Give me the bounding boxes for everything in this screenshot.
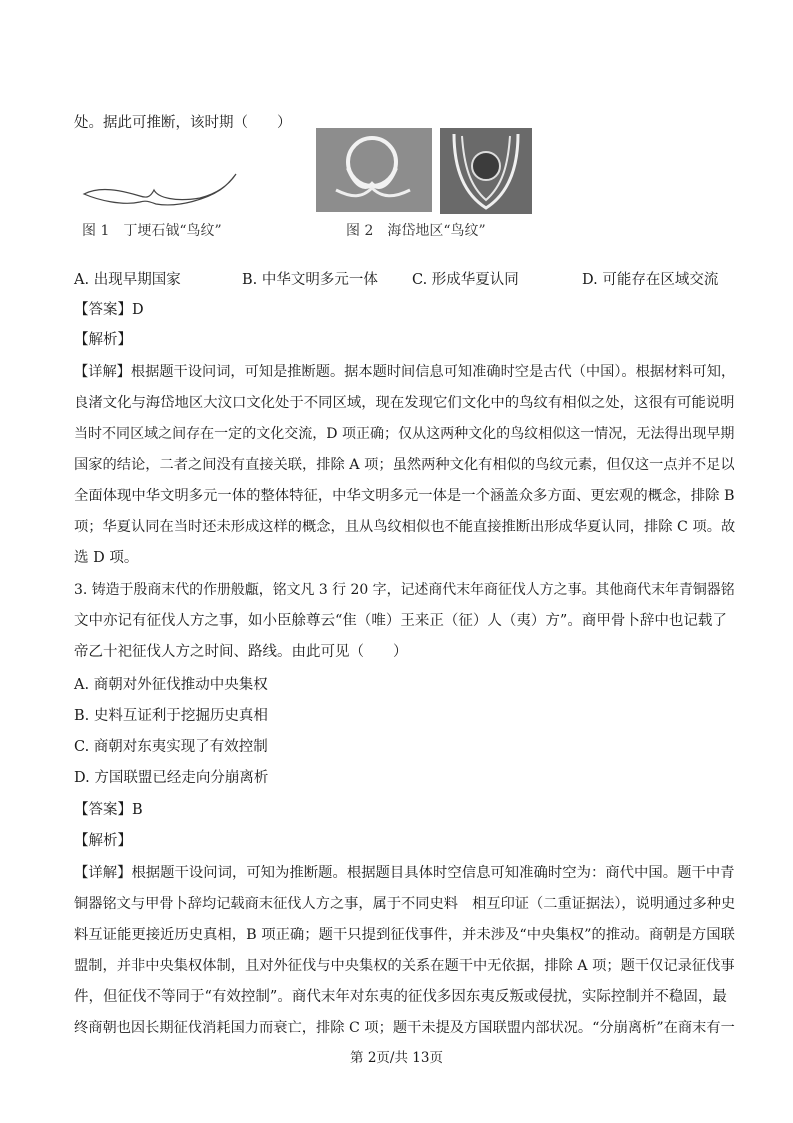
q3-detail-line: 料互证能更接近历史真相，B 项正确；题干只提到征伐事件，并未涉及“中央集权”的推动。商朝是方国联 <box>74 927 735 943</box>
figure-2-rubbing-left <box>316 128 432 212</box>
q2-detail-line: 当时不同区域之间存在一定的文化交流，D 项正确；仅从这两种文化的鸟纹相似这一情况，无法得出现早期 <box>74 426 735 442</box>
q2-option-c: C. 形成华夏认同 <box>412 272 519 288</box>
q3-detail-line: 件，但征伐不等同于“有效控制”。商代末年对东夷的征伐多因东夷反叛或侵扰，实际控制并不稳固，最 <box>74 989 727 1005</box>
q3-detail-line: 终商朝也因长期征伐消耗国力而衰亡，排除 C 项；题干未提及方国联盟内部状况。“分崩离析”在商末有一 <box>74 1020 735 1036</box>
q3-detail-line: 铜器铭文与甲骨卜辞均记载商末征伐人方之事，属于不同史料 相互印证（二重证据法），说明通过多种史 <box>74 896 736 912</box>
q2-option-a: A. 出现早期国家 <box>74 272 181 288</box>
q3-option-d: D. 方国联盟已经走向分崩离析 <box>74 770 269 786</box>
q3-detail-line: 盟制，并非中央集权体制，且对外征伐与中央集权的关系在题干中无依据，排除 A 项；题干仅记录征伐事 <box>74 958 735 974</box>
q3-detail-line: 【详解】根据题干设问词，可知为推断题。根据题目具体时空信息可知准确时空为：商代中国。题干中青 <box>74 865 735 881</box>
figure-2-rubbing-right <box>440 128 532 214</box>
q2-intro: 处。据此可推断，该时期（ ） <box>74 115 292 131</box>
cup-bird-rubbing-icon <box>440 128 532 214</box>
figure-1-sketch <box>80 168 240 208</box>
q2-option-d: D. 可能存在区域交流 <box>582 272 719 288</box>
q3-stem-line: 文中亦记有征伐人方之事，如小臣艅尊云“隹（唯）王来正（征）人（夷）方”。商甲骨卜辞中也记载了 <box>74 613 727 629</box>
q3-stem-line: 3. 铸造于殷商末代的作册般甗，铭文凡 3 行 20 字，记述商代末年商征伐人方之事。其他商代末年青铜器铭 <box>74 582 735 598</box>
q2-analysis-heading: 【解析】 <box>74 332 132 348</box>
q3-option-b: B. 史料互证利于挖掘历史真相 <box>74 708 268 724</box>
q2-option-b: B. 中华文明多元一体 <box>242 272 378 288</box>
q3-answer: 【答案】B <box>74 802 143 818</box>
bird-motif-sketch-icon <box>80 168 240 208</box>
q2-detail-line: 【详解】根据题干设问词，可知是推断题。据本题时间信息可知准确时空是古代（中国）。根据材料可知， <box>74 364 736 380</box>
q2-detail-line: 良渚文化与海岱地区大汶口文化处于不同区域，现在发现它们文化中的鸟纹有相似之处，这很有可能说明 <box>74 395 735 411</box>
page-footer: 第 2页/共 13页 <box>350 1050 443 1066</box>
q3-option-c: C. 商朝对东夷实现了有效控制 <box>74 739 268 755</box>
q2-detail-line: 国家的结论，二者之间没有直接关联，排除 A 项；虽然两种文化有相似的鸟纹元素，但仅这一点并不足以 <box>74 457 735 473</box>
q3-option-a: A. 商朝对外征伐推动中央集权 <box>74 677 268 693</box>
q2-detail-line: 项；华夏认同在当时还未形成这样的概念，且从鸟纹相似也不能直接推断出形成华夏认同，排除 C 项。故 <box>74 519 736 535</box>
figure-1-caption: 图 1 丁埂石钺“鸟纹” <box>82 223 222 239</box>
q3-stem-line: 帝乙十祀征伐人方之时间、路线。由此可见（ ） <box>74 644 408 660</box>
q2-detail-line: 全面体现中华文明多元一体的整体特征，中华文明多元一体是一个涵盖众多方面、更宏观的概念，排除 B <box>74 488 735 504</box>
circle-bird-rubbing-icon <box>316 128 432 212</box>
figure-2-caption: 图 2 海岱地区“鸟纹” <box>346 223 486 239</box>
q2-answer: 【答案】D <box>74 302 144 318</box>
q3-analysis-heading: 【解析】 <box>74 833 132 849</box>
q2-detail-line: 选 D 项。 <box>74 550 139 566</box>
